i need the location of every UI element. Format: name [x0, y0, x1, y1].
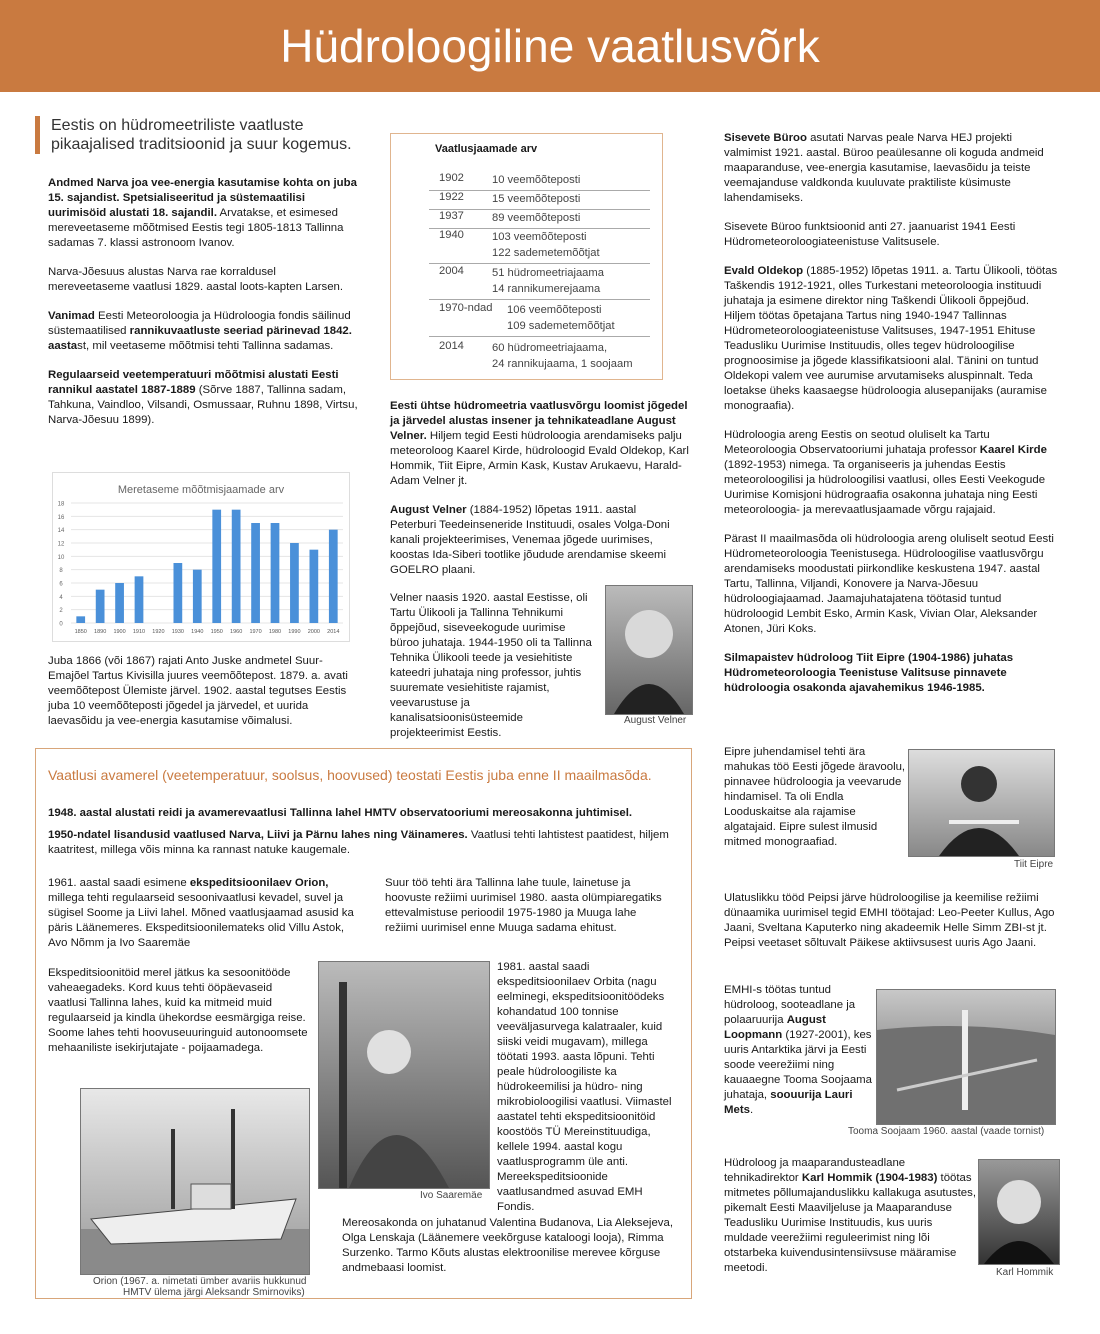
- chart-bar: [76, 616, 85, 623]
- velner-portrait: [605, 585, 693, 715]
- col3-p8: Ulatuslikku tööd Peipsi järve hüdroloogilise ja keemilise režiimi dünaamika uurimisel tegid EMHI töötajad: Leo-Peeter Kullus, Ago Jaani, Sveltana Kaputerko ning akadeemik Helle Simm ZBI-st jt. Peipsi veetaset sõltuvalt Päikese aktiivsusest uuris Ago Jaani.: [724, 892, 1055, 949]
- chart-xtick: 1980: [268, 629, 282, 635]
- chart-xtick: 1910: [132, 629, 146, 635]
- table-year: 1940: [439, 229, 464, 241]
- table-value: 15 veemõõteposti: [492, 193, 581, 205]
- tooma-landscape: [877, 990, 1055, 1124]
- table-row: [429, 172, 650, 191]
- table-row: [429, 265, 650, 300]
- hommik-caption: Karl Hommik: [996, 1267, 1054, 1278]
- table-value: [492, 265, 604, 297]
- col1-p3-bold1: Vanimad: [48, 310, 95, 322]
- table-value-line2: 24 rannikujaama, 1 soojaam: [492, 358, 633, 370]
- col1-p1-rest: Arvatakse, et esimesed mereveetaseme mõõtmised Eestis tegi 1805-1813 Tallinna sadamas 7. klassi astronoom Ivanov.: [48, 207, 344, 249]
- chart-ytick: 10: [57, 554, 65, 561]
- chart-ytick: 4: [59, 594, 63, 601]
- col3-p9-bold2: soouurija Lauri Mets: [724, 1089, 853, 1116]
- ivo-scene: [319, 962, 489, 1188]
- table-value-line2: 122 sademetemõõtjat: [492, 247, 600, 259]
- chart-ytick: 2: [59, 608, 63, 615]
- col3-p7: Eipre juhendamisel tehti ära mahukas töö Eesti jõgede äravoolu, pinnavee hüdroloogia ja veevarude hindamisel. Ta oli Endla Looduskaitse ala rajamise algatajaid. Eipre sulest ilmusid mitmed monograafiad.: [724, 746, 906, 848]
- col3-p1-rest: asutati Narvas peale Narva HEJ projekti valmimist 1921. aastal. Büroo peaülesanne oli koguda andmeid maaparanduse, vee-energia kasutamise, laevasõidu ja teiste veemajanduse valdkonda kuuluvate praktiliste küsimuste lahendamiseks.: [724, 132, 1044, 204]
- ocean-left2: Ekspeditsioonitöid merel jätkus ka sesoonitööde vaheaegadeks. Kord kuus tehti ööpäevaseid vaatlusi Tallinna lahes, kuid ka mitmeid muid regulaarseid ja kindla ühekordse eesmärgiga reise. Soome lahes tehti hoovuseuuringuid autonoomsete mehaaniliste isekirjutajate - poijaamadega.: [48, 967, 308, 1054]
- col3-p9-bold1: August Loopmann: [724, 1014, 826, 1041]
- table-value-line1: 51 hüdromeetriajaama: [492, 267, 604, 279]
- table-value: 10 veemõõteposti: [492, 174, 581, 186]
- sea-level-chart: [52, 472, 350, 642]
- col1-text: [48, 176, 358, 442]
- chart-bar: [290, 543, 299, 623]
- chart-bar: [135, 576, 144, 623]
- col3-p10-rest2: töötas mitmetes põllumajanduslikku kallakuga asutustes, pikemalt Eesti Maaviljeluse ja Maaparanduse Teadusliku Uurimise Instituudis, kus uuris muldade veerežiimi reguleerimist ning lõi otstarbeka kuivendusintensiivsuse määramise meetodi.: [724, 1172, 976, 1274]
- chart-bar: [193, 570, 202, 623]
- chart-bar: [96, 590, 105, 623]
- col2-p2-bold: August Velner: [390, 504, 467, 516]
- velner-caption: August Velner: [624, 715, 687, 726]
- chart-ytick: 0: [59, 621, 63, 628]
- chart-ytick: 16: [57, 514, 65, 521]
- col3-p3-bold: Evald Oldekop: [724, 265, 804, 277]
- tooma-photo: [876, 989, 1056, 1125]
- col1-p2: Narva-Jõesuus alustas Narva rae korraldusel mereveetaseme vaatlusi 1829. aastal loots-kapten Larsen.: [48, 266, 344, 293]
- lead-text: Eestis on hüdromeetriliste vaatluste pikaajalised traditsioonid ja suur kogemus.: [35, 116, 391, 154]
- chart-ytick: 6: [59, 581, 63, 588]
- col2-p1-rest: Hiljem tegid Eesti hüdroloogia arendamiseks palju meteoroloog Kaarel Kirde, hüdroloogid Evald Oldekop, Karl Hommik, Tiit Eipre, Armin Kask, Kustav Arukaevu, Harald-Adam Velner jt.: [390, 430, 689, 487]
- table-value-line2: 14 rannikumerejaama: [492, 283, 601, 295]
- table-year: 1902: [439, 172, 464, 184]
- orion-caption-line2: HMTV ülema järgi Aleksandr Smirnoviks): [123, 1287, 305, 1298]
- table-value-line1: 106 veemõõteposti: [507, 304, 602, 316]
- chart-ytick: 18: [57, 501, 65, 508]
- eipre-photo: [908, 749, 1055, 857]
- ocean-p2-rest: Vaatlusi tehti lahtistest paatidest, hiljem kaatritest, millega võis minna ka rannast natuke kaugemale.: [48, 829, 669, 856]
- chart-bar: [212, 510, 221, 623]
- col1-p1-bold: Andmed Narva joa vee-energia kasutamise kohta on juba 15. sajandist. Spetsialiseeritud ja süstemaatilisi uurimisöid alustati 18. sajandil.: [48, 177, 357, 219]
- table-year: 1937: [439, 210, 464, 222]
- col3-p10-bold: Karl Hommik (1904-1983): [801, 1172, 938, 1184]
- col3-p4-rest2: (1892-1953) nimega. Ta organiseeris ja juhendas Eestis meteoroloogilisi ja hüdroloogilisi vaatlusi, olles Eesti Veekogude Uurimise Komisjoni hüdrograafia osakonna juhataja ning Eesti meteoroloogia- ja merevaatlusjaamade võrgu rajajaid.: [724, 459, 1046, 516]
- col1-p3-rest2: st, mil veetaseme mõõtmisi tehti Tallinna sadamas.: [77, 340, 334, 352]
- orion-caption-line1: Orion (1967. a. nimetati ümber avariis hukkunud: [93, 1276, 307, 1287]
- col1-p4-rest: (Sõrve 1887, Tallinna sadam, Tahkuna, Vaindloo, Vilsandi, Osmussaar, Ruhnu 1898, Virtsu, Narva-Jõesuu 1899).: [48, 384, 358, 426]
- table-year: 1922: [439, 191, 464, 203]
- table-row: [429, 340, 650, 374]
- chart-title: Meretaseme mõõtmisjaamade arv: [117, 484, 285, 496]
- col1-p1: [48, 176, 358, 251]
- col3-p1: [724, 131, 1059, 206]
- chart-svg: [53, 473, 349, 641]
- col3-p4: [724, 428, 1059, 518]
- col3-p9-rest3: .: [749, 1104, 754, 1116]
- col1-p3-bold2: rannikuvaatluste seeriad pärinevad 1842. aasta: [48, 325, 352, 352]
- col3-p10-rest1: Hüdroloog ja maaparandusteadlane tehnikadirektor: [724, 1157, 906, 1184]
- chart-xtick: 1970: [249, 629, 262, 635]
- orion-caption: [93, 1276, 333, 1298]
- table-row: [429, 191, 650, 210]
- ocean-left1-rest1: 1961. aastal saadi esimene: [48, 877, 190, 889]
- eipre-silhouette: [909, 750, 1054, 856]
- ivo-caption: Ivo Saaremäe: [420, 1190, 483, 1201]
- table-year: 2004: [439, 265, 464, 277]
- col1-p4-bold: Regulaarseid veetemperatuuri mõõtmisi alustati Eesti rannikul aastatel 1887-1889: [48, 369, 339, 396]
- col3-p9: [724, 983, 872, 1118]
- tooma-caption: Tooma Soojaam 1960. aastal (vaade tornist): [848, 1126, 1045, 1137]
- chart-xtick: 1950: [210, 629, 223, 635]
- ocean-p2-bold: 1950-ndatel lisandusid vaatlused Narva, Liivi ja Pärnu lahes ning Väinameres.: [48, 829, 468, 841]
- chart-bar: [232, 510, 241, 623]
- col3-p3: [724, 264, 1059, 414]
- chart-bar: [271, 523, 280, 623]
- chart-xtick: 1890: [94, 629, 107, 635]
- col2-p2-rest: (1884-1952) lõpetas 1911. aastal Peterburi Teedeinseneride Instituudi, osales Volga-Doni kanali projekteerimises, Venemaa jõgede uurimises, koostas Ida-Siberi tootlike jõudude arendamise skeemi GOELRO plaani.: [390, 504, 670, 576]
- table-year: 1970-ndad: [439, 302, 493, 314]
- title-banner: [0, 0, 1100, 92]
- chart-xtick: 1850: [74, 629, 87, 635]
- chart-ytick: 14: [57, 528, 65, 535]
- ocean-p1-bold: 1948. aastal alustati reidi ja avamerevaatlusi Tallinna lahel HMTV observatooriumi mereosakonna juhtimisel.: [48, 807, 633, 819]
- chart-bar: [115, 583, 124, 623]
- ivo-photo: [318, 961, 490, 1189]
- col2-p3: Velner naasis 1920. aastal Eestisse, oli Tartu Ülikooli ja Tallinna Tehnikumi õppejõud, siseveekogude uurimise büroo juhataja. 1944-1950 oli ta Tallinna Tehnika Ülikooli teede ja vesiehitiste kateedri juhataja ning professor, juhtis suuremate vesiehitiste rajamist, veevarustuse ja kanalisatsioonisüsteemide projekteerimist Eestis.: [390, 592, 592, 739]
- chart-xtick: 2014: [327, 629, 340, 635]
- hommik-silhouette: [979, 1160, 1059, 1264]
- col3-p10: [724, 1156, 976, 1276]
- table-value: [492, 229, 600, 261]
- chart-xtick: 1960: [230, 629, 243, 635]
- chart-bar: [251, 523, 260, 623]
- table-value-line1: 60 hüdromeetriajaama,: [492, 342, 608, 354]
- chart-xtick: 1940: [191, 629, 204, 635]
- ocean-left1-bold: ekspeditsioonilaev Orion,: [189, 877, 329, 889]
- page-title: Hüdroloogiline vaatlusvõrk: [280, 20, 820, 72]
- table-row: [429, 210, 650, 229]
- chart-ytick: 8: [59, 568, 63, 575]
- ocean-right1: Suur töö tehti ära Tallinna lahe tuule, lainetuse ja hoovuste režiimi uurimisel 1980. aasta olümpiaregatiks ettevalmistuse perioodil 1975-1980 ja Muuga lahe režiimi uurimisel enne Muuga sadama ehitust.: [385, 877, 662, 934]
- table-value-line2: 109 sademetemõõtjat: [507, 320, 615, 332]
- velner-silhouette: [606, 586, 692, 714]
- col1-p4: [48, 368, 358, 428]
- orion-photo: [80, 1088, 310, 1275]
- ocean-right2: 1981. aastal saadi ekspeditsioonilaev Orbita (nagu eelminegi, ekspeditsioonitöödeks kohandatud 100 tonnise veeväljasurvega kalatraaler, kuid siiski veidi mugavam), millega töötati 1993. aasta lõpuni. Tehti peale hüdroloogiliste ka hüdrokeemilisi ja hüdro- ning mikrobioloogilisi vaatlusi. Viimastel aastatel tehti ekspeditsioonitöid koostöös TÜ Mereinstituudiga, kellele 1994. aastal kogu vaatlusprogramm üle anti. Mereekspeditsioonide vaatlusandmed asuvad EMH Fondis.: [497, 961, 672, 1213]
- col3-p6: [724, 651, 1059, 696]
- col3-p9-rest1: EMHI-s töötas tuntud hüdroloog, sooteadlane ja polaaruurija: [724, 984, 856, 1026]
- col2-p2: [390, 503, 680, 578]
- col2-p1: [390, 399, 690, 489]
- table-value: [507, 302, 615, 334]
- ocean-bottom: Mereosakonda on juhatanud Valentina Budanova, Lia Aleksejeva, Olga Lenskaja (Läänemere veekõrguse kataloogi looja), Rimma Surzenko. Tarmo Kõuts alustas elektroonilise merevee kõrguse andmebaasi loomist.: [342, 1217, 673, 1274]
- table-value: 89 veemõõteposti: [492, 212, 581, 224]
- table-title: Vaatlusjaamade arv: [435, 143, 538, 155]
- stations-table: [390, 133, 663, 380]
- ocean-p2: [48, 828, 678, 858]
- chart-bar: [173, 563, 182, 623]
- col3-p9-rest2: (1927-2001), kes uuris Antarktika järvi ja Eesti soode veerežiimi ning kauaaegne Tooma Soojaama juhataja,: [724, 1029, 872, 1101]
- col3-p3-rest: (1885-1952) lõpetas 1911. a. Tartu Ülikooli, töötas Taškendis 1912-1921, olles Turkestani meteoroloogia instituudi juhataja ja esimene direktor ning Taškendi Ülikooli õppejõud. Hiljem töötas õpetajana Tartus ning 1940-1947 Tallinnas Hüdrometeoroloogiateenistuse Valitsuses, 1947-1951 Ehituse Teadusliku Uurimise Instituudis, olles tegev hüdroloogilise prognoosimise ja jõgede klassifikatsiooni alal. Tänini on tuntud Oldekopi valem vee aurumise arvutamiseks aluspinnalt. Teda loetakse üheks kaasaegse hüdroloogia alusepanijaks (auramise monograafia).: [724, 265, 1058, 412]
- chart-xtick: 2000: [307, 629, 320, 635]
- table-row: [429, 229, 650, 264]
- col3-p5: Pärast II maailmasõda oli hüdroloogia areng oluliselt seotud Eesti Hüdrometeoroloogia Teenistusega. Hüdroloogilise vaatlusvõrgu arendamiseks moodustati piirkondlike keskustena 1947. aastal Tartu, Tallinna, Viljandi, Konovere ja Narva-Jõesuu hüdroloogiajaamad. Jaamajuhatajatena töötasid tuntud hüdroloogid Lembit Esko, Armin Kask, Vivian Olar, Aleksander Atonen, Jüri Koks.: [724, 533, 1054, 635]
- col3-p2: Sisevete Büroo funktsioonid anti 27. jaanuarist 1941 Eesti Hüdrometeoroloogiateenistuse Valitsusele.: [724, 221, 1016, 248]
- ocean-left1: [48, 876, 360, 951]
- table-row: [429, 302, 650, 337]
- orion-ship: [81, 1089, 309, 1274]
- col2-p1-bold: Eesti ühtse hüdromeetria vaatlusvõrgu loomist jõgedel ja järvedel alustas insener ja tehnikateadlane August Velner.: [390, 400, 688, 442]
- chart-xtick: 1990: [288, 629, 301, 635]
- table-year: 2014: [439, 340, 464, 352]
- col3-text: [724, 131, 1059, 710]
- chart-xtick: 1900: [113, 629, 126, 635]
- col1-p5: Juba 1866 (või 1867) rajati Anto Juske andmetel Suur-Emajõel Tartus Kivisilla juures veemõõtepost. 1879. a. avati veemõõtepost Ülemiste järvel. 1902. aastal tegutses Eestis juba 10 veemõõteposti jõgedel ja järvedel, et uurida laevasõidu ja vee-energia kasutamise võimalusi.: [48, 655, 348, 727]
- chart-xtick: 1930: [171, 629, 184, 635]
- ocean-left1-rest2: millega tehti regulaarseid sesoonivaatlusi kevadel, suvel ja sügisel Soome ja Liivi lahel. Mõned vaatlusjaamad asusid ka päris Läänemeres. Ekspeditsioonilemateks olid Villu Astok, Avo Nõmm ja Ivo Saaremäe: [48, 892, 354, 949]
- ocean-heading: Vaatlusi avamerel (veetemperatuur, soolsus, hoovused) teostati Eestis juba enne II maailmasõda.: [48, 767, 652, 783]
- chart-ytick: 12: [57, 541, 65, 548]
- ocean-p1: [48, 806, 678, 821]
- eipre-caption: Tiit Eipre: [1014, 859, 1054, 870]
- chart-bar: [309, 550, 318, 623]
- chart-xtick: 1920: [152, 629, 165, 635]
- table-value-line1: 103 veemõõteposti: [492, 231, 587, 243]
- col3-p4-bold: Kaarel Kirde: [979, 444, 1047, 456]
- chart-bar: [329, 530, 338, 623]
- table-value: [492, 340, 633, 372]
- col3-p6-bold: Silmapaistev hüdroloog Tiit Eipre (1904-1986) juhatas Hüdrometeoroloogia Teenistuse Valitsuse pinnavete hüdroloogia osakonda ajavahemikus 1946-1985.: [724, 652, 1014, 694]
- col1-p3: [48, 309, 358, 354]
- hommik-portrait: [978, 1159, 1060, 1265]
- col1-p3-rest1: Eesti Meteoroloogia ja Hüdroloogia fondis säilinud süstemaatilised: [48, 310, 351, 337]
- col3-p1-bold: Sisevete Büroo: [724, 132, 807, 144]
- col3-p4-rest1: Hüdroloogia areng Eestis on seotud oluliselt ka Tartu Meteoroloogia Observatooriumi juhataja professor: [724, 429, 990, 456]
